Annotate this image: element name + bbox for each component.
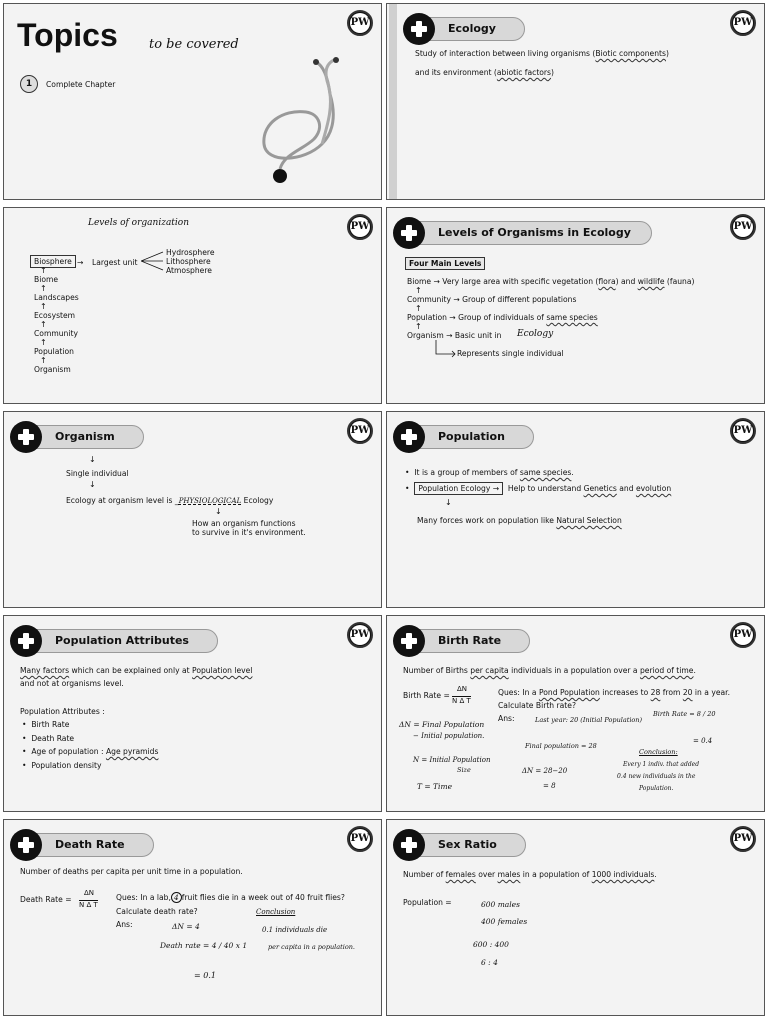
factors-line1: Many factors which can be explained only at Population level [20, 666, 253, 675]
pw-logo: PW [730, 214, 756, 240]
sub-atmosphere: Atmosphere [166, 266, 212, 275]
arrow: → [77, 258, 84, 267]
hw-note: Last year: 20 (Initial Population) [535, 716, 643, 724]
formula-num: ΔN [457, 685, 468, 693]
represents-line: Represents single individual [457, 349, 564, 358]
hw-note: Death rate = 4 / 40 x 1 [160, 941, 248, 950]
hw-note: 6 : 4 [481, 958, 498, 967]
title-pill [10, 625, 218, 657]
hw-note: Birth Rate = 8 / 20 [653, 710, 716, 718]
hw-note: Conclusion: [639, 748, 678, 756]
attr-death-rate: • Death Rate [22, 734, 75, 743]
stethoscope-icon [244, 54, 354, 194]
forces-line: Many forces work on population like Natural Selection [417, 516, 622, 525]
hw-note: 600 : 400 [473, 940, 509, 949]
title-pill [393, 625, 530, 657]
title-pill [10, 421, 144, 453]
pw-logo: PW [347, 418, 373, 444]
ecology-def-line1: Study of interaction between living organisms (Biotic components) [415, 49, 669, 58]
hw-note: Population. [639, 785, 674, 792]
plus-icon [393, 829, 425, 861]
attr-age: • Age of population : Age pyramids [22, 747, 159, 756]
sub-lithosphere: Lithosphere [166, 257, 211, 266]
attr-birth-rate: • Birth Rate [22, 720, 70, 729]
plus-icon [393, 217, 425, 249]
side-bar [389, 4, 397, 199]
hw-note: T = Time [417, 782, 453, 791]
slide-title: Sex Ratio [413, 833, 526, 857]
slide-death-rate [3, 819, 382, 1016]
down-arrow: ↓ [89, 480, 96, 489]
slide-levels-handwritten [3, 207, 382, 404]
slide-title: Population [413, 425, 534, 449]
formula-lhs: Birth Rate = [403, 691, 450, 700]
pw-logo: PW [730, 826, 756, 852]
plus-icon [393, 625, 425, 657]
chapter-item: Complete Chapter [46, 80, 116, 89]
how-organism-line1: How an organism functions [192, 519, 296, 528]
slide-organism [3, 411, 382, 608]
level-landscapes: Landscapes [34, 293, 79, 302]
sex-ratio-def: Number of females over males in a population of 1000 individuals. [403, 870, 657, 879]
level-ecosystem: Ecosystem [34, 311, 76, 320]
slide-title: Death Rate [30, 833, 154, 857]
down-arrow: ↓ [215, 507, 222, 516]
bullet-1: • It is a group of members of same species. [405, 468, 574, 477]
pw-logo: PW [730, 10, 756, 36]
up-arrow: ↑ [415, 304, 422, 313]
how-organism-line2: to survive in it's environment. [192, 528, 306, 537]
slide-birth-rate [386, 615, 765, 812]
pw-logo: PW [730, 418, 756, 444]
attr-density: • Population density [22, 761, 102, 770]
formula-num: ΔN [84, 889, 95, 897]
pw-logo: PW [730, 622, 756, 648]
slide-population [386, 411, 765, 608]
hw-note: 400 females [481, 917, 528, 926]
up-arrow: ↑ [40, 302, 47, 311]
single-individual: Single individual [66, 469, 129, 478]
answer-label: Ans: [498, 714, 515, 723]
up-arrow: ↑ [40, 320, 47, 329]
topics-subtitle: to be covered [149, 37, 239, 52]
slide-sex-ratio [386, 819, 765, 1016]
birth-def: Number of Births per capita individuals in a population over a period of time. [403, 666, 696, 675]
plus-icon [10, 625, 42, 657]
title-pill [10, 829, 154, 861]
formula-lhs: Death Rate = [20, 895, 72, 904]
hw-note: ΔN = 28−20 [522, 767, 568, 775]
organism-line: Organism → Basic unit in [407, 331, 502, 340]
biosphere-box: Biosphere [30, 255, 76, 268]
title-pill [393, 829, 526, 861]
slide-title: Levels of Organisms in Ecology [413, 221, 652, 245]
plus-icon [403, 13, 435, 45]
up-arrow: ↑ [415, 286, 422, 295]
slide-title: Organism [30, 425, 144, 449]
down-arrow: ↓ [445, 498, 452, 507]
attributes-heading: Population Attributes : [20, 707, 105, 716]
organism-level-line: Ecology at organism level is _PHYSIOLOGICAL Ecology [66, 496, 274, 505]
slide-title: Population Attributes [30, 629, 218, 653]
up-arrow: ↑ [40, 338, 47, 347]
up-arrow: ↑ [40, 266, 47, 275]
level-community: Community [34, 329, 78, 338]
hw-note: per capita in a population. [268, 943, 355, 951]
hw-note: Conclusion [256, 908, 296, 916]
slide-ecology [386, 3, 765, 200]
slide-population-attributes [3, 615, 382, 812]
level-organism: Organism [34, 365, 71, 374]
hw-note: ΔN = Final Population [399, 720, 485, 729]
hw-note: Every 1 indiv. that added [623, 761, 700, 768]
factors-line2: and not at organisms level. [20, 679, 124, 688]
ecology-handwritten: Ecology [517, 329, 554, 339]
community-line: Community → Group of different populations [407, 295, 577, 304]
hw-note: Size [457, 766, 471, 774]
slide-title: Ecology [423, 17, 525, 41]
bullet-2: • Population Ecology → Help to understand Genetics and evolution [405, 484, 672, 493]
levels-heading: Levels of organization [88, 218, 190, 228]
pw-logo: PW [347, 10, 373, 36]
hw-note: − Initial population. [413, 732, 485, 740]
hw-note: 600 males [481, 900, 520, 909]
formula-den: N Δ T [452, 697, 471, 705]
hw-note: 0.4 new individuals in the [617, 773, 696, 780]
hw-note: N = Initial Population [413, 756, 491, 764]
pw-logo: PW [347, 826, 373, 852]
hw-note: 0.1 individuals die [262, 926, 328, 934]
population-line: Population → Group of individuals of same species [407, 313, 598, 322]
answer-label: Ans: [116, 920, 133, 929]
sub-hydrosphere: Hydrosphere [166, 248, 215, 257]
pw-logo: PW [347, 622, 373, 648]
pw-logo: PW [347, 214, 373, 240]
elbow-arrow [435, 340, 457, 360]
plus-icon [393, 421, 425, 453]
largest-unit: Largest unit [92, 258, 138, 267]
question-line1: Ques: In a Pond Population increases to 28 from 20 in a year. [498, 688, 730, 697]
chapter-number-badge: 1 [20, 75, 38, 93]
plus-icon [10, 829, 42, 861]
hw-note: = 8 [543, 782, 556, 790]
slide-levels-of-organisms [386, 207, 765, 404]
population-label: Population = [403, 898, 452, 907]
slide-title: Birth Rate [413, 629, 530, 653]
question-line2: Calculate death rate? [116, 907, 198, 916]
question-line2: Calculate Birth rate? [498, 701, 576, 710]
formula-den: N Δ T [79, 901, 98, 909]
title-pill [403, 13, 525, 45]
hw-note: = 0.1 [194, 971, 216, 980]
up-arrow: ↑ [40, 356, 47, 365]
topics-title: Topics [17, 17, 118, 53]
slide-topics [3, 3, 382, 200]
level-population: Population [34, 347, 74, 356]
plus-icon [10, 421, 42, 453]
title-pill [393, 421, 534, 453]
up-arrow: ↑ [40, 284, 47, 293]
death-def: Number of deaths per capita per unit time in a population. [20, 867, 243, 876]
question-line1: Ques: In a lab, 4 fruit flies die in a week out of 40 fruit flies? [116, 893, 345, 902]
hw-note: ΔN = 4 [172, 922, 200, 931]
biome-line: Biome → Very large area with specific vegetation (flora) and wildlife (fauna) [407, 277, 695, 286]
down-arrow: ↓ [89, 455, 96, 464]
level-biome: Biome [34, 275, 59, 284]
hw-note: = 0.4 [693, 737, 713, 745]
branch-arrows [141, 250, 165, 272]
ecology-def-line2: and its environment (abiotic factors) [415, 68, 554, 77]
four-levels-box: Four Main Levels [405, 257, 485, 270]
hw-note: Final population = 28 [525, 742, 597, 750]
up-arrow: ↑ [415, 322, 422, 331]
title-pill [393, 217, 652, 249]
